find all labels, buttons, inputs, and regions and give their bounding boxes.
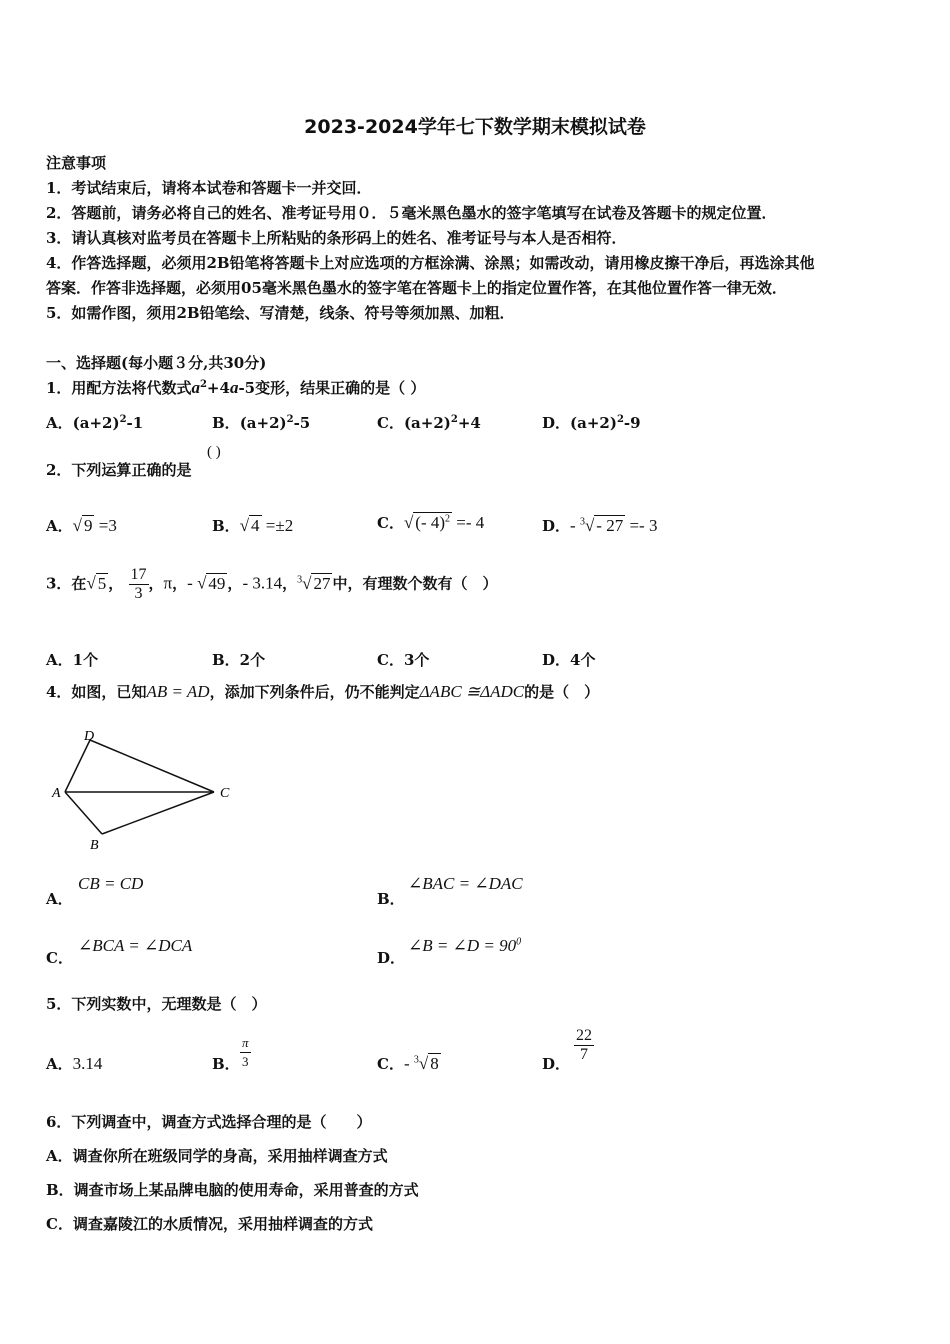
segment-bc (102, 792, 214, 834)
note-item: 5．如需作图，须用2B铅笔绘、写清楚，线条、符号等须加黑、加粗． (46, 304, 515, 322)
q4-option-c-label: C． (46, 949, 73, 967)
q3-option-c: C．3个 (377, 651, 430, 669)
note-item: 1．考试结束后，请将本试卷和答题卡一并交回． (46, 179, 372, 197)
q5-option-b-label: B． (212, 1055, 240, 1073)
q2-option-a: A．√ 9 =3 (46, 516, 117, 535)
question-5: 5．下列实数中，无理数是（ ） (46, 995, 267, 1013)
label-d: D (84, 729, 95, 744)
q4-option-a-label: A． (46, 890, 73, 908)
q5-option-d: $\frac{22}{7}$ (576, 1027, 592, 1063)
q6-option-c: C．调查嘉陵江的水质情况，采用抽样调查的方式 (46, 1215, 373, 1233)
triangle-figure (48, 722, 248, 857)
q4-option-d: ∠B = ∠D = $90^0$ (408, 936, 522, 955)
label-c: C (220, 786, 230, 801)
notes-heading: 注意事项 (46, 154, 107, 172)
q5-option-d-label: D． (542, 1055, 571, 1073)
note-item: 4．作答选择题，必须用2B铅笔将答题卡上对应选项的方框涂满、涂黑；如需改动，请用橡皮擦干净后，再选涂其他 (46, 254, 815, 272)
q5-option-a: A．3.14 (46, 1054, 103, 1073)
q1-option-d: D．$(a+2)^2-9$ (542, 414, 641, 432)
q4-option-c: ∠BCA = ∠DCA (78, 936, 193, 955)
q5-option-b: $\frac{\pi}{3}$ (242, 1035, 249, 1069)
q2-option-c: C．√ (- 4)$^2$ =- 4 (377, 513, 485, 532)
q1-option-a: A．$(a+2)^2-1$ (46, 414, 144, 432)
q3-option-b: B．2个 (212, 651, 266, 669)
q5-option-c: C．- $^3$√ 8 (377, 1054, 439, 1073)
note-item: 2．答题前，请务必将自己的姓名、准考证号用０．５毫米黑色墨水的签字笔填写在试卷及答题卡的规定位置． (46, 204, 777, 222)
q4-option-a: CB = CD (78, 874, 144, 893)
note-item: 答案．作答非选择题，必须用05毫米黑色墨水的签字笔在答题卡上的指定位置作答，在其他位置作答一律无效． (46, 279, 787, 297)
q3-option-d: D．4个 (542, 651, 596, 669)
segment-ad (65, 740, 90, 792)
q6-option-a: A．调查你所在班级同学的身高，采用抽样调查方式 (46, 1147, 388, 1165)
segment-ab (65, 792, 102, 834)
q2-option-b: B．√ 4 =±2 (212, 516, 294, 535)
question-2: 2．下列运算正确的是 (46, 461, 192, 479)
question-4: 4．如图，已知AB = AD，添加下列条件后，仍不能判定ΔABC ≅ΔADC的是（ ） (46, 682, 600, 701)
q4-option-d-label: D． (377, 949, 406, 967)
label-a: A (52, 786, 61, 801)
q3-option-a: A．1个 (46, 651, 99, 669)
answer-paren: ( ) (207, 444, 221, 460)
q6-option-b: B．调查市场上某品牌电脑的使用寿命，采用普查的方式 (46, 1181, 419, 1199)
page-title: 2023-2024学年七下数学期末模拟试卷 (304, 116, 646, 138)
label-b: B (90, 838, 99, 853)
q4-option-b-label: B． (377, 890, 405, 908)
question-6: 6．下列调查中，调查方式选择合理的是（ ） (46, 1113, 372, 1131)
question-1: 1．用配方法将代数式$a^2+4a-5$变形，结果正确的是（ ） (46, 378, 426, 397)
note-item: 3．请认真核对监考员在答题卡上所粘贴的条形码上的姓名、准考证号与本人是否相符． (46, 229, 627, 247)
section-heading: 一、选择题(每小题３分,共30分) (46, 354, 267, 372)
q4-option-b: ∠BAC = ∠DAC (408, 874, 523, 893)
segment-dc (90, 740, 214, 792)
question-3: 3．在√ 5 ， $\frac{17}{3}$ ，π，- √ 49 ，- 3.14，$^3$√ 27 中，有理数个数有（ ） (46, 566, 498, 602)
q2-option-d: D．- $^3$√ - 27 =- 3 (542, 516, 658, 535)
q1-option-c: C．$(a+2)^2+4$ (377, 414, 481, 432)
q1-option-b: B．$(a+2)^2-5$ (212, 414, 311, 432)
